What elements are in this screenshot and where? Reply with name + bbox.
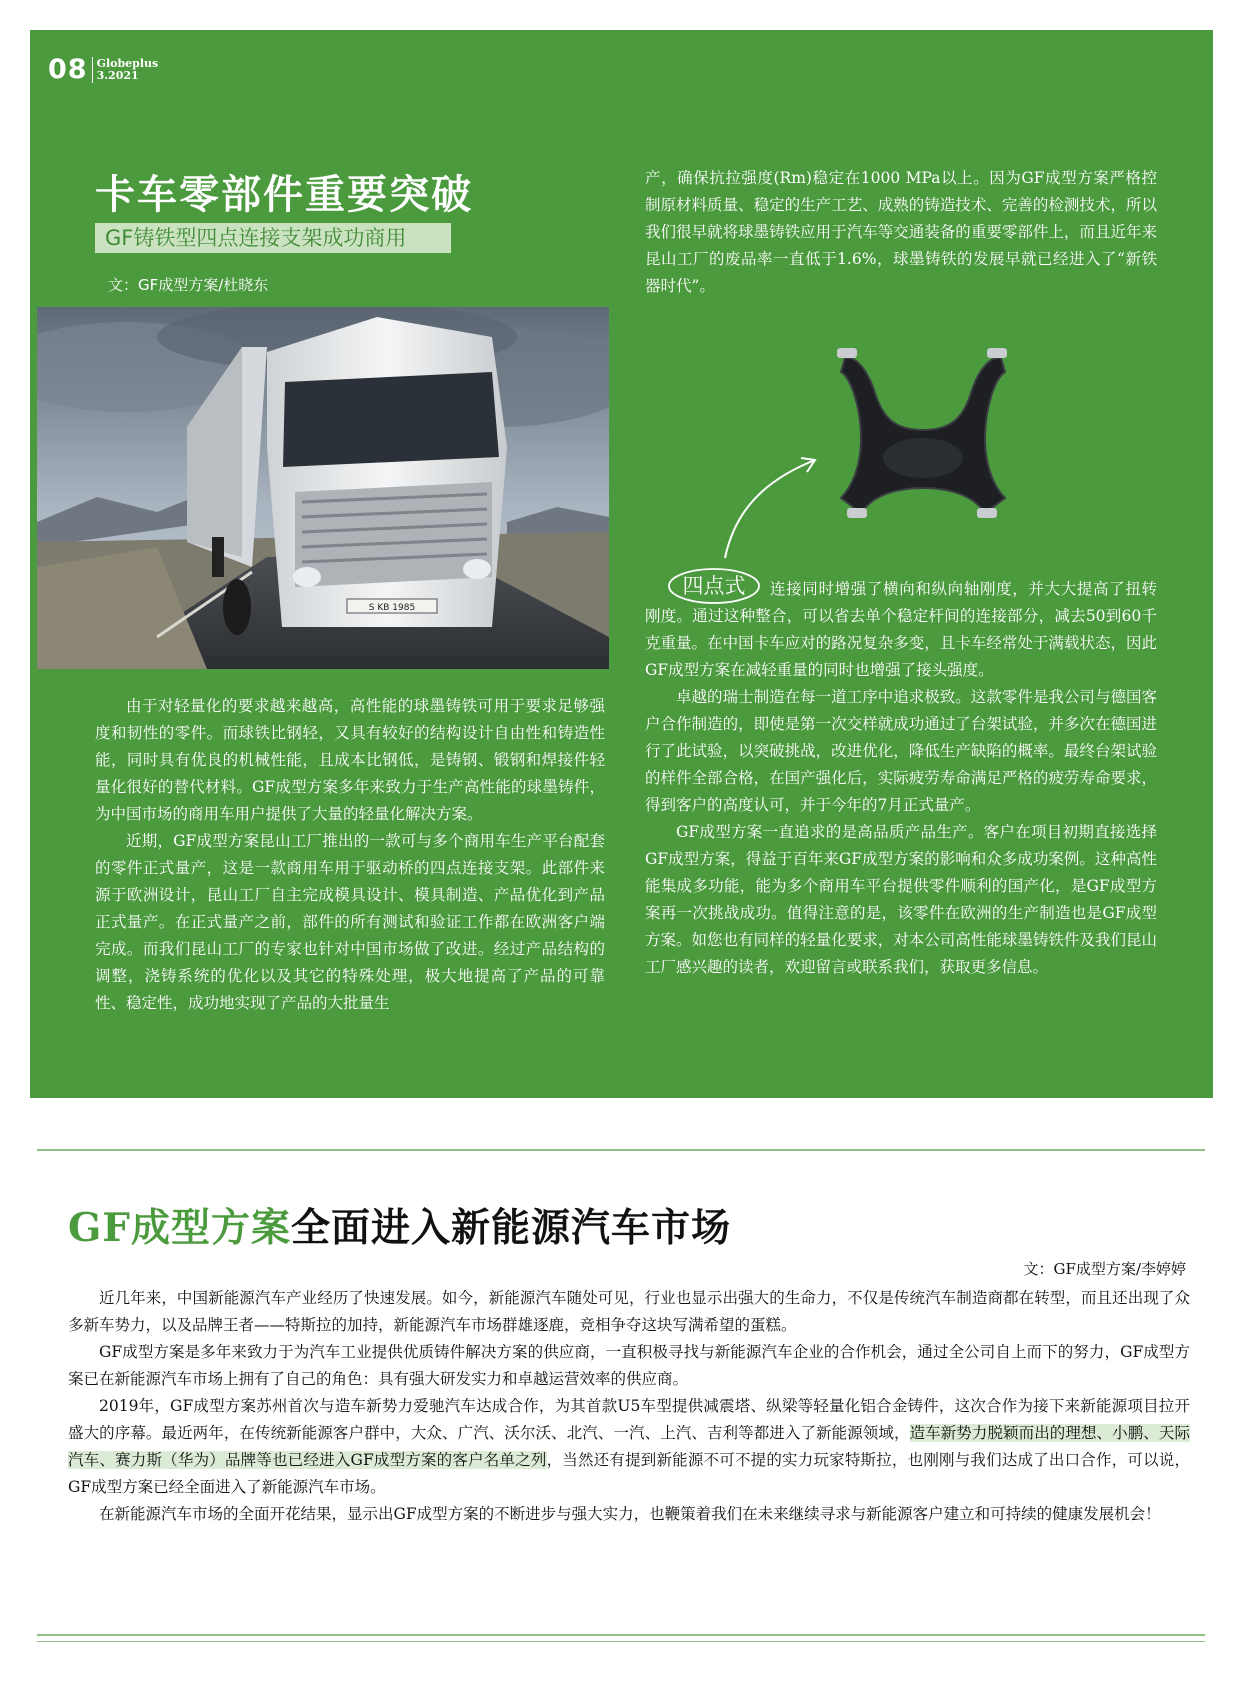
article2-byline: 文：GF成型方案/李婷婷 (1023, 1260, 1186, 1278)
article-byline: 文：GF成型方案/杜晓东 (108, 276, 269, 294)
article-paragraph: GF成型方案一直追求的是高品质产品生产。客户在项目初期直接选择GF成型方案，得益于百年来GF成型方案的影响和众多成功案例。这种高性能集成多功能，能为多个商用车平台提供零件顺利的国产化，是GF成型方案再一次挑战成功。值得注意的是，该零件在欧洲的生产制造也是GF成型方案。如您也有同样的轻量化要求，对本公司高性能球墨铸铁件及我们昆山工厂感兴趣的读者，欢迎留言或联系我们，获取更多信息。 (645, 823, 1157, 976)
page-number: 08 (48, 54, 88, 85)
publication-issue: 3.2021 (96, 68, 139, 82)
four-point-label: 四点式 (682, 574, 746, 598)
article2-paragraph: 近几年来，中国新能源汽车产业经历了快速发展。如今，新能源汽车随处可见，行业也显示出强大的生命力，不仅是传统汽车制造商都在转型，而且还出现了众多新车势力，以及品牌王者——特斯拉的加持，新能源汽车市场群雄逐鹿，竞相争夺这块写满希望的蛋糕。 (68, 1289, 1190, 1334)
footer-divider (37, 1634, 1205, 1636)
article-paragraph: 产，确保抗拉强度(Rm)稳定在1000 MPa以上。因为GF成型方案严格控制原材料质量、稳定的生产工艺、成熟的铸造技术、完善的检测技术，所以我们很早就将球墨铸铁应用于汽车等交通装备的重要零部件上，而且近年来昆山工厂的废品率一直低于1.6%，球墨铸铁的发展早就已经进入了“新铁器时代”。 (645, 169, 1157, 295)
truck-photo (37, 307, 609, 669)
publication-info (97, 58, 159, 82)
truck-plate-text: S KB 1985 (368, 603, 416, 613)
publication-name: Globeplus (96, 56, 159, 70)
folio-divider (92, 57, 93, 83)
article2-paragraph: 在新能源汽车市场的全面开花结果，显示出GF成型方案的不断进步与强大实力，也鞭策着我们在未来继续寻求与新能源客户建立和可持续的健康发展机会！ (99, 1505, 1161, 1523)
article2-paragraph: GF成型方案是多年来致力于为汽车工业提供优质铸件解决方案的供应商，一直积极寻找与新能源汽车企业的合作机会，通过全公司自上而下的努力，GF成型方案已在新能源汽车市场上拥有了自己的角色：具有强大研发实力和卓越运营效率的供应商。 (68, 1343, 1190, 1388)
article2-text: ，当然还有提到新能源不可不提的实力玩家特斯拉，也刚刚与我们达成了出口合作，可以说，GF成型方案已经全面进入了新能源汽车市场。 (68, 1451, 1190, 1496)
article-paragraph: 由于对轻量化的要求越来越高，高性能的球墨铸铁可用于要求足够强度和韧性的零件。而球铁比钢轻，又具有较好的结构设计自由性和铸造性能，同时具有优良的机械性能，且成本比钢低，是铸钢、锻钢和焊接件轻量化很好的替代材料。GF成型方案多年来致力于生产高性能的球墨铸件，为中国市场的商用车用户提供了大量的轻量化解决方案。 (95, 697, 605, 823)
article2-body (68, 1285, 1190, 1528)
article2-paragraph (68, 1393, 1190, 1501)
article2-highlighted-text: 造车新势力脱颖而出的理想、小鹏、天际汽车、赛力斯（华为）品牌等也已经进入GF成型方案的客户名单之列 (68, 1424, 1190, 1469)
article2-text: 2019年，GF成型方案苏州首次与造车新势力爱驰汽车达成合作，为其首款U5车型提供减震塔、纵梁等轻量化铝合金铸件，这次合作为接下来新能源项目拉开盛大的序幕。最近两年，在传统新能源客户群中，大众、广汽、沃尔沃、北汽、一汽、上汽、吉利等都进入了新能源领域， (68, 1397, 1190, 1442)
article-paragraph: 连接同时增强了横向和纵向轴刚度，并大大提高了扭转刚度。通过这种整合，可以省去单个稳定杆间的连接部分，减去50到60千克重量。在中国卡车应对的路况复杂多变，且卡车经常处于满载状态，因此GF成型方案在减轻重量的同时也增强了接头强度。 (645, 580, 1157, 679)
article-paragraph: 卓越的瑞士制造在每一道工序中追求极致。这款零件是我公司与德国客户合作制造的，即使是第一次交样就成功通过了台架试验，并多次在德国进行了此试验，以突破挑战，改进优化，降低生产缺陷的概率。最终台架试验的样件全部合格，在国产强化后，实际疲劳寿命满足严格的疲劳寿命要求，得到客户的高度认可，并于今年的7月正式量产。 (645, 688, 1157, 814)
article-subtitle: GF铸铁型四点连接支架成功商用 (95, 223, 451, 253)
article-left-column (95, 693, 605, 1017)
section-divider (37, 1149, 1205, 1151)
article2-title-rest: 全面进入新能源汽车市场 (291, 1205, 732, 1251)
article-right-column-top (645, 165, 1157, 300)
article2-title-accent: GF成型方案 (68, 1205, 291, 1251)
four-point-bracket-image (835, 338, 1010, 523)
page-folio (48, 54, 158, 85)
article2-title (68, 1197, 731, 1253)
pointer-arrow-icon (715, 450, 835, 570)
footer-divider-thin (37, 1641, 1205, 1642)
article-right-column-bottom (645, 576, 1157, 981)
article-title: 卡车零部件重要突破 (95, 171, 473, 218)
article-paragraph: 近期，GF成型方案昆山工厂推出的一款可与多个商用车生产平台配套的零件正式量产，这是一款商用车用于驱动桥的四点连接支架。此部件来源于欧洲设计，昆山工厂自主完成模具设计、模具制造、产品优化到产品正式量产。在正式量产之前，部件的所有测试和验证工作都在欧洲客户端完成。而我们昆山工厂的专家也针对中国市场做了改进。经过产品结构的调整，浇铸系统的优化以及其它的特殊处理，极大地提高了产品的可靠性、稳定性，成功地实现了产品的大批量生 (95, 832, 605, 1012)
